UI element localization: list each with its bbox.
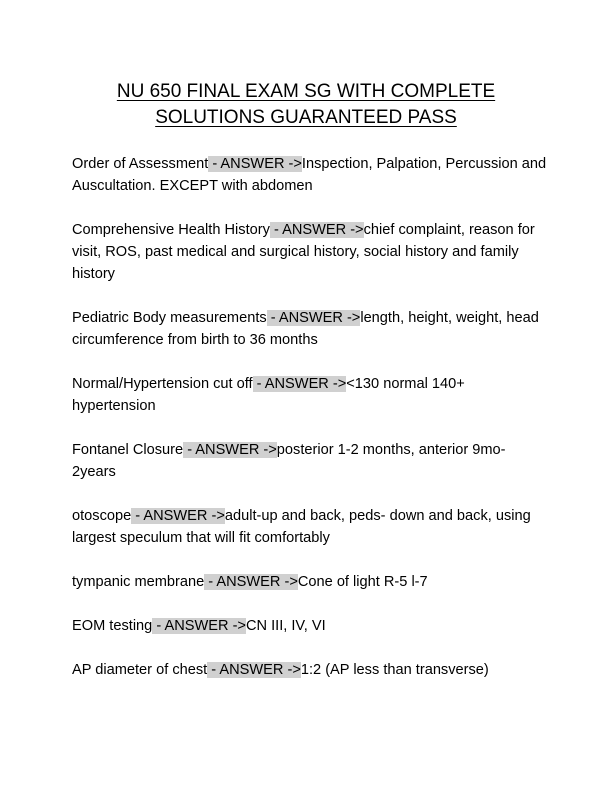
document-title-line-1: NU 650 FINAL EXAM SG WITH COMPLETE	[116, 81, 496, 102]
answer-marker: - ANSWER ->	[204, 574, 298, 590]
qa-item	[72, 153, 547, 197]
answer-marker: - ANSWER ->	[266, 310, 361, 326]
qa-answer: <130 normal 140+ hypertension	[72, 376, 465, 414]
qa-answer: Inspection, Palpation, Percussion and Auscultation. EXCEPT with abdomen	[72, 156, 547, 194]
qa-list	[72, 153, 547, 703]
qa-question: EOM testing	[72, 618, 153, 634]
qa-answer: chief complaint, reason for visit, ROS, past medical and surgical history, social history and family history	[72, 222, 535, 282]
qa-question: Normal/Hypertension cut off	[72, 376, 253, 392]
qa-item	[72, 439, 547, 483]
qa-question: Order of Assessment	[72, 156, 209, 172]
qa-question: Comprehensive Health History	[72, 222, 270, 238]
qa-answer: CN III, IV, VI	[245, 618, 326, 634]
qa-question: tympanic membrane	[72, 574, 205, 590]
qa-item	[72, 373, 547, 417]
qa-item	[72, 505, 547, 549]
answer-marker: - ANSWER ->	[152, 618, 246, 634]
qa-item	[72, 659, 547, 681]
qa-question: otoscope	[72, 508, 132, 524]
answer-marker: - ANSWER ->	[131, 508, 225, 524]
qa-answer: adult-up and back, peds- down and back, using largest speculum that will fit comfortably	[72, 508, 531, 546]
answer-marker: - ANSWER ->	[252, 376, 347, 392]
qa-item	[72, 307, 547, 351]
qa-answer: Cone of light R-5 l-7	[297, 574, 428, 590]
qa-question: Fontanel Closure	[72, 442, 184, 458]
answer-marker: - ANSWER ->	[208, 156, 302, 172]
answer-marker: - ANSWER ->	[183, 442, 277, 458]
qa-item	[72, 571, 547, 593]
answer-marker: - ANSWER ->	[207, 662, 301, 678]
answer-marker: - ANSWER ->	[269, 222, 364, 238]
qa-question: AP diameter of chest	[72, 662, 208, 678]
qa-answer: 1:2 (AP less than transverse)	[300, 662, 489, 678]
document-title-line-2: SOLUTIONS GUARANTEED PASS	[155, 107, 457, 128]
qa-answer: length, height, weight, head circumference from birth to 36 months	[72, 310, 539, 348]
qa-question: Pediatric Body measurements	[72, 310, 267, 326]
qa-answer: posterior 1-2 months, anterior 9mo-2years	[72, 442, 506, 480]
qa-item	[72, 219, 547, 285]
qa-item	[72, 615, 547, 637]
